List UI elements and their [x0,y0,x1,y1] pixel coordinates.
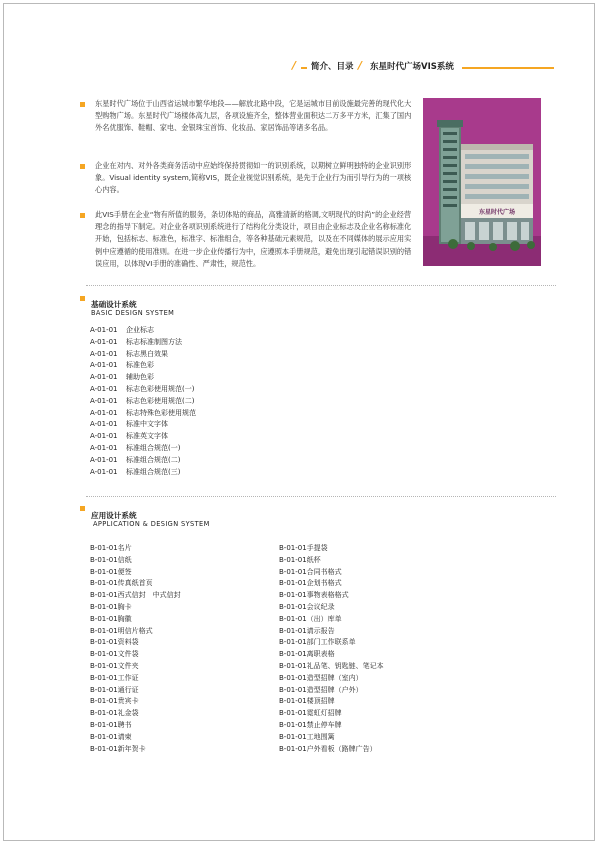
item-label: 标准色彩 [126,361,154,370]
item-code: A-01-01 [90,420,118,429]
item-label: 标准组合规范(一) [126,443,181,452]
application-list-item: B-01-01禁止停车牌 [279,720,342,729]
bullet-icon [80,506,85,511]
basic-list-item [90,384,196,396]
item-code: A-01-01 [90,467,118,476]
application-list-item: B-01-01文件袋 [90,650,139,659]
building-photo [423,98,541,266]
application-list-item: B-01-01事物表格格式 [279,591,349,600]
item-code: A-01-01 [90,396,118,405]
item-label: 标志黑白效果 [126,349,168,358]
item-label: 标准英文字体 [126,432,168,441]
item-code: A-01-01 [90,408,118,417]
application-list-item: B-01-01明信片格式 [90,626,153,635]
application-list-item: B-01-01合同书格式 [279,567,342,576]
intro-paragraph: 企业在对内、对外各类商务活动中应始终保持贯彻如一的识别系统，以期树立鲜明独特的企业识别形象。Visual identity system,简称VIS，既企业视觉识别系统，是先于企业行为而引导行为的一项核心内容。 [95,161,412,195]
bullet-icon [80,102,85,107]
item-label: 标准中文字体 [126,420,168,429]
basic-list-item [90,455,196,467]
basic-list-item [90,372,196,384]
application-list-item: B-01-01请柬 [90,732,132,741]
application-list-item: B-01-01楼顶招牌 [279,697,335,706]
header-section: 简介、目录 [311,62,354,72]
application-list-item: B-01-01新年贺卡 [90,744,146,753]
bullet-icon [80,164,85,169]
basic-list-item [90,419,196,431]
application-list-item: B-01-01部门工作联系单 [279,638,356,647]
item-code: A-01-01 [90,326,118,334]
item-code: A-01-01 [90,384,118,393]
application-list-item: B-01-01信纸 [90,555,132,564]
application-list-item: B-01-01传真纸首页 [90,579,153,588]
application-list-item: B-01-01便签 [90,567,132,576]
basic-list-item [90,396,196,408]
basic-list-item [90,349,196,361]
application-list-item: B-01-01工作证 [90,673,139,682]
basic-list-item [90,360,196,372]
header-slash-icon: / [358,59,363,72]
item-label: 辅助色彩 [126,373,154,382]
item-label: 标准组合规范(二) [126,455,181,464]
section-divider [86,496,556,497]
item-code: A-01-01 [90,443,118,452]
item-code: A-01-01 [90,455,118,464]
application-list-item: B-01-01聘书 [90,720,132,729]
page-header [292,58,554,74]
item-code: A-01-01 [90,373,118,382]
application-list-item: B-01-01造型招牌（户外） [279,685,363,694]
application-list-item: B-01-01名片 [90,544,132,552]
application-list-item: B-01-01贵宾卡 [90,697,139,706]
item-label: 企业标志 [126,326,154,334]
item-code: A-01-01 [90,349,118,358]
basic-list-item [90,443,196,455]
application-list-item: B-01-01西式信封 中式信封 [90,591,181,600]
basic-section-subtitle: BASIC DESIGN SYSTEM [91,309,175,317]
application-list-item: B-01-01资料袋 [90,638,139,647]
application-list-item: B-01-01离职表格 [279,650,335,659]
item-code: A-01-01 [90,432,118,441]
application-list-item: B-01-01手提袋 [279,544,328,552]
application-items-left [90,543,181,755]
application-list-item: B-01-01会议纪录 [279,602,335,611]
application-list-item: B-01-01文件夹 [90,661,139,670]
item-code: A-01-01 [90,337,118,346]
bullet-icon [80,296,85,301]
application-list-item: B-01-01造型招牌（室内） [279,673,363,682]
item-label: 标志色彩使用规范(二) [126,396,195,405]
intro-paragraph: 此VIS手册在企业“物有所值的服务，条切体贴的商品，高雅清新的格调,文明现代的时尚”的企业经营理念的指导下制定。对企业各项识别系统进行了结构化分类设计，项目由企业标志及企业名称标准化开始，包括标志、标准色，标准字、标准组合，等各种基础元素规范，以及在不同媒体的展示应用实例中应遵循的使用准则。在进一步企业传播行为中，应遵照本手册规范，避免出现引起错误识别的错误应用，以体现VI手册的准确性、严肃性，规范性。 [95,210,412,268]
header-slash-icon: / [292,59,297,72]
basic-list-item [90,408,196,420]
header-title: 东星时代广场VIS系统 [370,62,454,72]
header-rule [462,67,554,69]
application-list-item: B-01-01户外看板（路牌广告） [279,744,377,753]
application-list-item: B-01-01纸杯 [279,555,321,564]
item-code: A-01-01 [90,361,118,370]
building-sign: 东星时代广场 [478,209,516,216]
application-list-item: B-01-01礼金袋 [90,709,139,718]
application-list-item: B-01-01（出）库单 [279,614,342,623]
building-illustration [423,98,541,266]
basic-section-title: 基础设计系统 [91,300,137,309]
application-list-item: B-01-01企划书格式 [279,579,342,588]
application-list-item: B-01-01胸卡 [90,602,132,611]
basic-list-item [90,431,196,443]
application-list-item: B-01-01胸徽 [90,614,132,623]
application-list-item: B-01-01霓虹灯招牌 [279,709,342,718]
application-section-title: 应用设计系统 [91,511,137,520]
bullet-icon [80,213,85,218]
application-list-item: B-01-01礼品笔、钥匙链、笔记本 [279,661,384,670]
intro-paragraph: 东星时代广场位于山西省运城市繁华地段——解放北路中段，它是运城市目前设施最完善的现代化大型购物广场。东星时代广场楼体高九层，各项设施齐全，整体营业面积达二万多平方米，汇集了国内外名优服饰、鞋帽、家电、金银珠宝首饰、化妆品、家居饰品等诸多名品。 [95,99,412,133]
application-items-right [279,543,384,755]
application-section-subtitle: APPLICATION & DESIGN SYSTEM [93,520,210,528]
basic-items-list [90,325,196,478]
item-label: 标志色彩使用规范(一) [126,384,195,393]
basic-list-item [90,467,196,479]
basic-list-item [90,325,196,337]
application-list-item: B-01-01工地围篱 [279,732,335,741]
application-list-item: B-01-01请示报告 [279,626,335,635]
item-label: 标志标准制图方法 [126,337,182,346]
section-divider [86,285,556,286]
item-label: 标志特殊色彩使用规范 [126,408,196,417]
item-label: 标准组合规范(三) [126,467,181,476]
basic-list-item [90,337,196,349]
header-rule [301,67,307,69]
application-list-item: B-01-01通行证 [90,685,139,694]
